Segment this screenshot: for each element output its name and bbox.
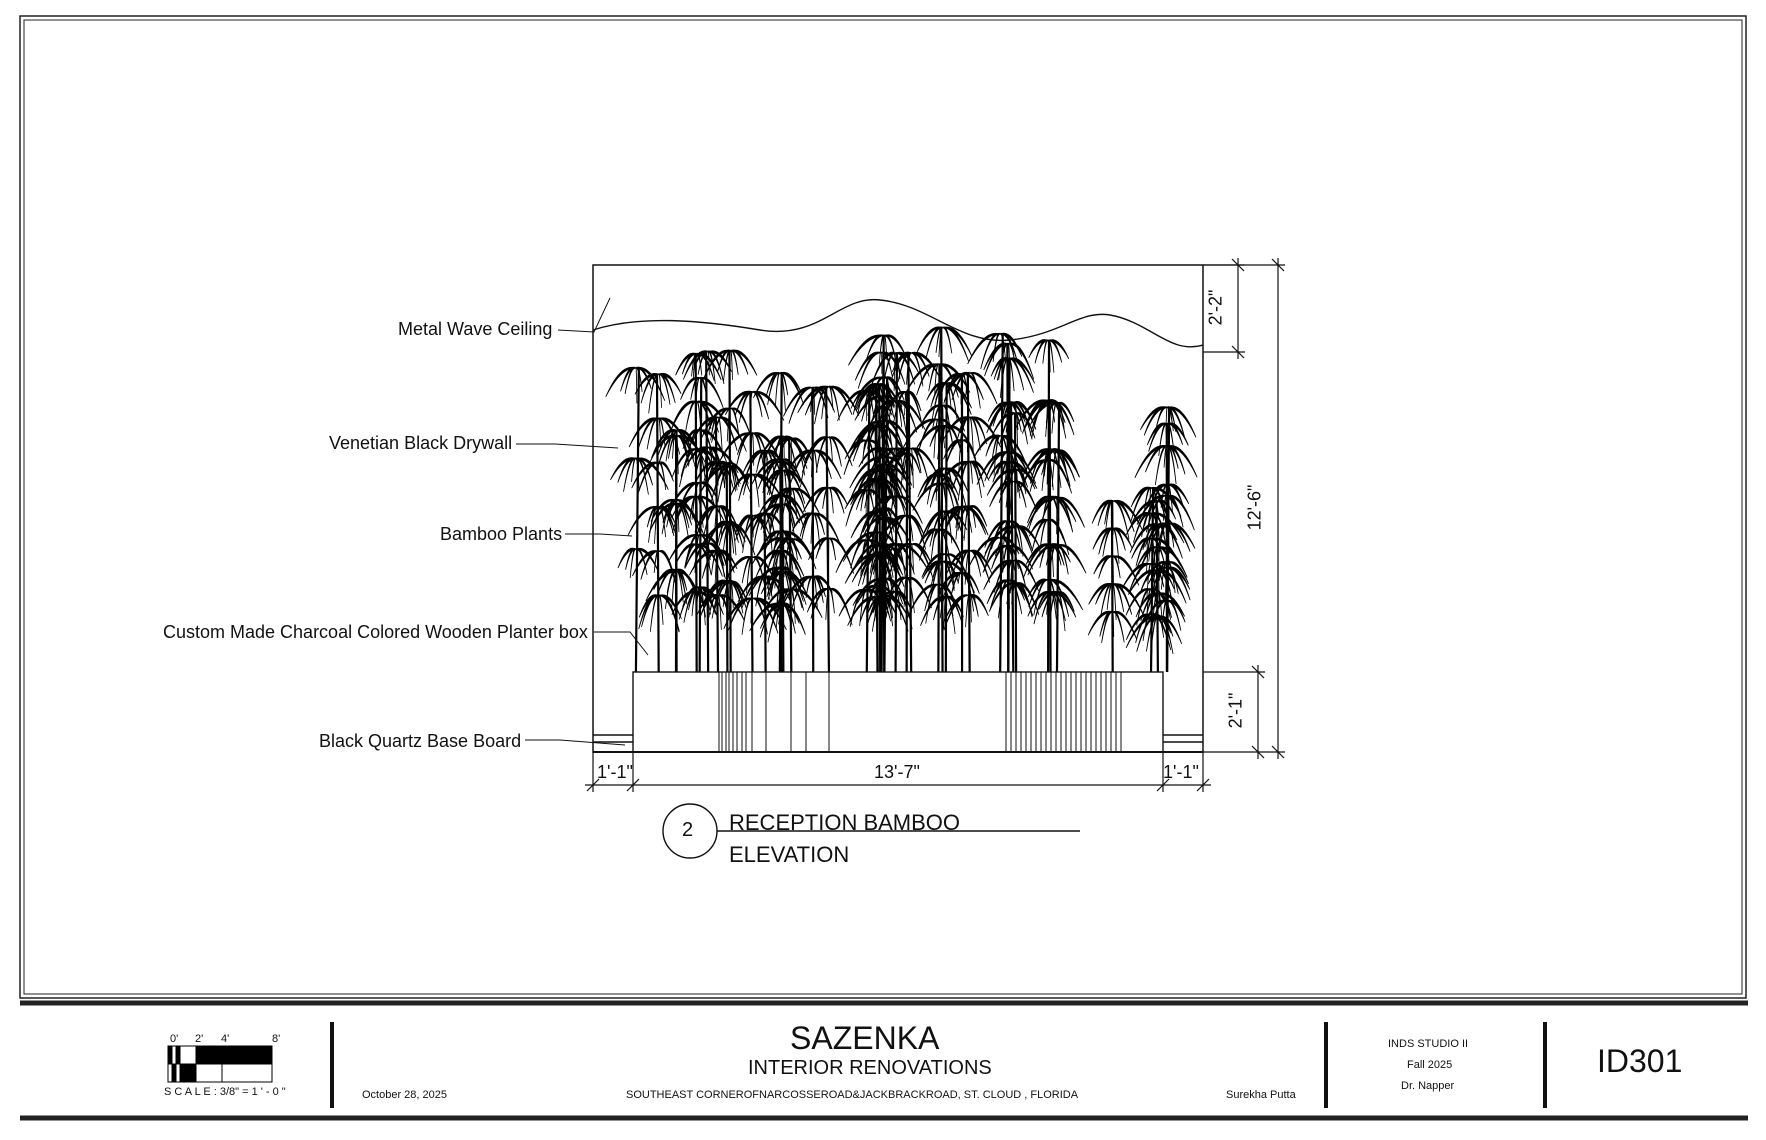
- course-name: INDS STUDIO II: [1388, 1038, 1469, 1050]
- designer-name: Surekha Putta: [1226, 1089, 1296, 1101]
- callout-planter-box: Custom Made Charcoal Colored Wooden Planter box: [163, 622, 588, 642]
- view-title-line1: RECEPTION BAMBOO: [729, 810, 961, 835]
- dimension-right-side: 1'-1": [1163, 762, 1199, 782]
- callout-bamboo-plants: Bamboo Plants: [440, 524, 563, 544]
- instructor-name: Dr. Napper: [1401, 1080, 1455, 1092]
- project-name: SAZENKA: [790, 1020, 940, 1056]
- course-term: Fall 2025: [1407, 1059, 1453, 1071]
- scale-tick-2: 2': [195, 1033, 204, 1045]
- sheet-number: ID301: [1597, 1043, 1683, 1079]
- project-subtitle: INTERIOR RENOVATIONS: [748, 1057, 992, 1079]
- callout-black-quartz-base-board: Black Quartz Base Board: [319, 731, 522, 751]
- scale-tick-0: 0': [170, 1033, 179, 1045]
- bamboo-plants-drawing: [606, 327, 1197, 672]
- graphic-scale-bar: [168, 1046, 272, 1082]
- dimension-center-width: 13'-7": [874, 762, 920, 782]
- dimension-left-side: 1'-1": [597, 762, 633, 782]
- metal-wave-ceiling: [593, 300, 1203, 347]
- view-number: 2: [682, 819, 694, 841]
- callout-venetian-black-drywall: Venetian Black Drywall: [329, 433, 513, 453]
- view-title-line2: ELEVATION: [729, 842, 850, 867]
- scale-tick-8: 8': [272, 1033, 281, 1045]
- scale-tick-4: 4': [221, 1033, 230, 1045]
- dimension-planter-height: 2'-1": [1225, 692, 1246, 729]
- scale-text: S C A L E : 3/8" = 1 ' - 0 ": [164, 1086, 286, 1098]
- callout-leaders: [516, 298, 648, 745]
- drawing-date: October 28, 2025: [362, 1089, 448, 1101]
- callout-metal-wave-ceiling: Metal Wave Ceiling: [398, 319, 553, 339]
- dimension-ceiling-drop: 2'-2": [1205, 289, 1226, 326]
- project-address: SOUTHEAST CORNEROFNARCOSSEROAD&JACKBRACKROAD, ST. CLOUD , FLORIDA: [626, 1089, 1079, 1101]
- dimension-overall-height: 12'-6": [1244, 484, 1265, 531]
